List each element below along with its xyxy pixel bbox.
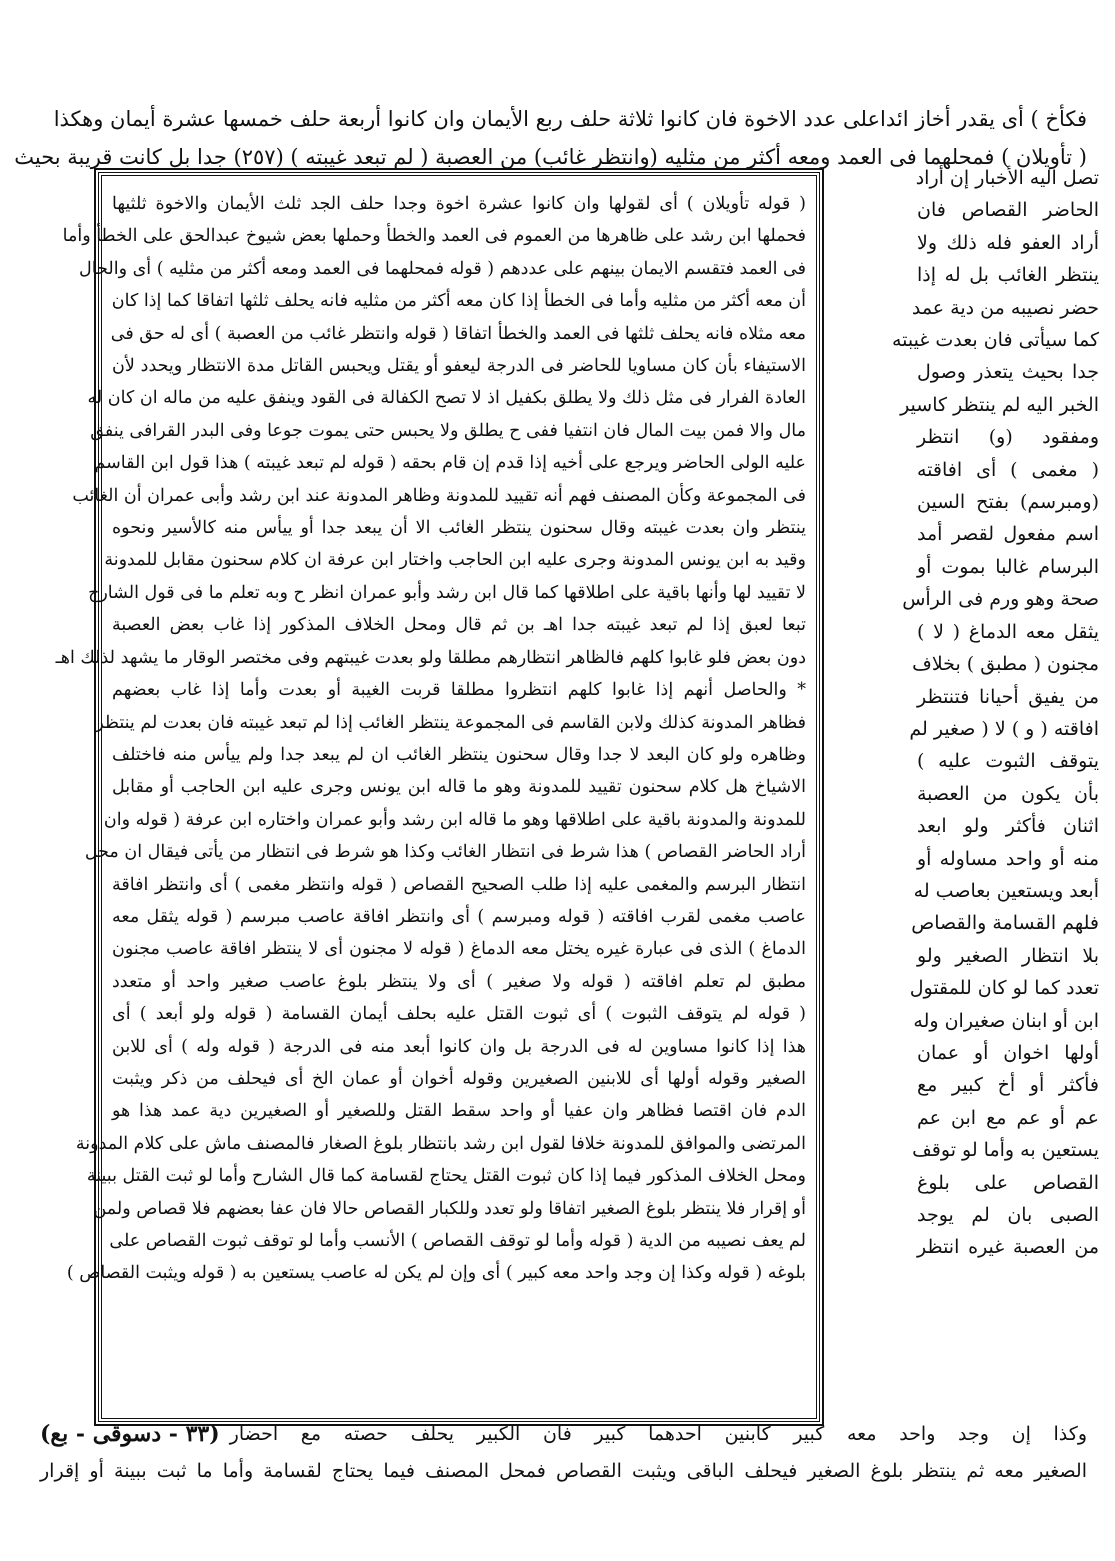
commentary-line: عاصب مغمى لقرب افاقته ( قوله ومبرسم ) أى وانتظر افاقة عاصب مبرسم ( قوله يثقل معه: [112, 906, 806, 927]
commentary-line: عليه الولى الحاضر ويرجع على أخيه إذا قدم إن قام بحقه ( قوله لم تبعد غيبته ) هذا قول ابن القاسم: [94, 453, 806, 474]
top-line: ( تأويلان ) فمحلهما فى العمد ومعه أكثر من مثليه (وانتظر غائب) من العصبة ( لم تبعد غيبته ) (٢٥٧) جدا بل كانت قريبة بحيث: [14, 145, 1087, 169]
main-text-line: بأن يكون من العصبة: [917, 782, 1099, 805]
main-text-line: يستعين به وأما لو توقف: [912, 1139, 1099, 1162]
commentary-line: لا تقييد لها وأنها باقية على اطلاقها كما قال ابن رشد وأبو عمران انظر ح وبه تعلم ما فى قول الشارح: [88, 582, 806, 603]
commentary-line: فى المجموعة وكأن المصنف فهم أنه تقييد للمدونة وظاهر المدونة عند ابن رشد وأبى عمران أن الغائب: [72, 485, 806, 506]
main-text-line: ابن أو ابنان صغيران وله: [913, 1009, 1099, 1032]
commentary-line: وقيد به ابن يونس المدونة وجرى عليه ابن الحاجب واختار ابن عرفة ان كلام سحنون مقابل للمدونة: [104, 550, 806, 571]
main-text-line: مجنون ( مطبق ) بخلاف: [912, 653, 1099, 676]
commentary-text: [55, 188, 807, 1410]
main-text-line: تصل اليه الأخبار إن أراد: [915, 167, 1099, 189]
commentary-line: انتظار البرسم والمغمى عليه إذا طلب الصحيح القصاص ( قوله وانتظر مغمى ) أى وانتظر افاقة: [112, 874, 806, 895]
commentary-line: مطبق لم تعلم افاقته ( قوله ولا صغير ) أى ولا ينتظر بلوغ عاصب صغير واحد أو متعدد: [112, 971, 806, 992]
commentary-line: الصغير وقوله أولها أى للابنين الصغيرين وقوله أخوان أو عمان الخ أى فيحلف من ذكر ويثبت: [112, 1068, 806, 1089]
main-text-line: ينتظر الغائب بل له إذا: [917, 264, 1099, 287]
commentary-box: [55, 172, 820, 1422]
bottom-line: وكذا إن وجد واحد معه كبير كابنين احدهما كبير فان الكبير يحلف حصته مع احضار: [229, 1423, 1087, 1445]
commentary-line: للمدونة والمدونة باقية على اطلاقها وهو ما قاله ابن رشد وأبو عمران واختاره ابن عرفة ( قوله وان: [103, 809, 806, 830]
commentary-line: أراد الحاضر القصاص ) هذا شرط فى انتظار الغائب وكذا هو شرط فى انتظار من يأتى فيقال ان محل: [84, 842, 806, 863]
commentary-line: فحملها ابن رشد على ظاهرها من العموم فى العمد والخطأ وحملها بعض شيوخ عبدالحق على الخطأ وأما: [62, 226, 806, 247]
commentary-line: معه مثلاه فانه يحلف ثلثها فى العمد والخطأ اتفاقا ( قوله وانتظر غائب من العصبة ) أى له حق فى: [110, 323, 806, 344]
commentary-line: الدماغ ) الذى فى عبارة غيره يختل معه الدماغ ( قوله لا مجنون أى لا ينتظر افاقة عاصب مجنون: [112, 939, 806, 960]
main-text-line: ( مغمى ) أى افاقته: [917, 458, 1099, 481]
main-text-line: كما سيأتى فان بعدت غيبته: [891, 329, 1099, 352]
page-signature: (٣٣ - دسوقى - بع): [40, 1421, 220, 1447]
commentary-line: لم يعف نصيبه من الدية ( قوله وأما لو توقف القصاص ) الأنسب وأما لو توقف ثبوت القصاص على: [109, 1231, 806, 1251]
main-text-line: جدا بحيث يتعذر وصول: [917, 361, 1099, 384]
commentary-line: الاستيفاء بأن كان مساويا للحاضر فى الدرجة ليعفو أو يقتل ويحبس القاتل مدة الانتظار ويحدد لأن: [112, 356, 806, 377]
commentary-line: وظاهره ولو كان البعد لا جدا وقال سحنون ينتظر الغائب ان لم يبعد جدا ولم ييأس منه فاختلف: [112, 744, 806, 765]
main-text-line: من يفيق أحيانا فتنتظر: [917, 685, 1099, 708]
commentary-line: ( قوله تأويلان ) أى لقولها وان كانوا عشرة اخوة وجدا حلف الجد ثلث الأيمان والاخوة ثلثيها: [112, 194, 806, 214]
main-text-line: (ومبرسم) بفتح السين: [917, 491, 1099, 514]
main-text-line: بلا انتظار الصغير ولو: [917, 944, 1099, 967]
footer-line: [40, 1416, 1087, 1453]
main-text-line: افاقته ( و ) لا ( صغير لم: [909, 717, 1099, 740]
main-text-line: عم أو عم مع ابن عم: [917, 1106, 1099, 1129]
main-text-line: صحة وهو ورم فى الرأس: [902, 588, 1099, 611]
top-line: فكأخ ) أى يقدر أخاز ائداعلى عدد الاخوة فان كانوا ثلاثة حلف ربع الأيمان وان كانوا أربعة حلف خمسها عشرة أيمان وهكذا: [53, 107, 1087, 131]
main-text-line: ومفقود (و) انتظر: [917, 426, 1099, 449]
main-text-line: فأكثر أو أخ كبير مع: [917, 1074, 1099, 1097]
commentary-line: مال والا فمن بيت المال فان انتفيا ففى ح يطلق ولا يحبس حتى يموت جوعا وفى البدر القرافى ينفق: [90, 420, 806, 441]
main-text-line: يتوقف الثبوت عليه ): [917, 750, 1099, 773]
commentary-line: هذا إذا كانوا مساوين له فى الدرجة بل وان كانوا أبعد منه فى الدرجة ( قوله وله ) أى للابن: [112, 1036, 806, 1057]
main-text-line: أبعد ويستعين بعاصب له: [913, 879, 1099, 902]
main-text-line: منه أو واحد مساوله أو: [917, 847, 1099, 870]
main-text-line: فلهم القسامة والقصاص: [911, 912, 1099, 935]
commentary-line: بلوغه ( قوله وكذا إن وجد واحد معه كبير ) أى وإن لم يكن له عاصب يستعين به ( قوله ويثبت القصاص ): [66, 1263, 806, 1284]
commentary-line: ومحل الخلاف المذكور فيما إذا كان ثبوت القتل يحتاج لقسامة كما قال الشارح وأما لو ثبت القتل ببينة: [86, 1166, 806, 1187]
main-text-line: تعدد كما لو كان للمقتول: [909, 977, 1099, 1000]
main-text-line: اسم مفعول لقصر أمد: [917, 523, 1099, 546]
main-text-line: البرسام غالبا بموت أو: [917, 555, 1099, 578]
commentary-line: أن معه أكثر من مثليه وأما فى الخطأ إذا كان معه أكثر من مثليه فانه يحلف ثلثها اتفاقا كما إذا كان: [111, 291, 806, 312]
commentary-line: الاشياخ هل كلام سحنون تقييد للمدونة وهو ما قاله ابن يونس وجرى عليه ابن الحاجب أو مقابل: [112, 777, 806, 798]
commentary-line: المرتضى والموافق للمدونة خلافا لقول ابن رشد بانتظار بلوغ الصغار فالمصنف ماش على كلام المدونة: [75, 1133, 806, 1154]
main-text-line: من العصبة غيره انتظر: [917, 1236, 1099, 1259]
bottom-line: الصغير معه ثم ينتظر بلوغ الصغير فيحلف الباقى ويثبت القصاص فمحل المصنف فيما يحتاج لقسامة وأما ما ثبت ببينة أو إقرار: [40, 1460, 1087, 1482]
main-text-line: الصبى بان لم يوجد: [917, 1204, 1099, 1226]
commentary-line: تبعا لعبق إذا لم تبعد غيبته جدا اهـ بن ثم قال ومحل الخلاف المذكور إذا غاب بعض العصبة: [112, 615, 806, 636]
commentary-line: * والحاصل أنهم إذا غابوا كلهم انتظروا مطلقا قربت الغيبة أو بعدت وأما إذا غاب بعضهم: [112, 680, 806, 701]
commentary-line: دون بعض فلو غابوا كلهم فالظاهر انتظارهم مطلقا ولو بعدت غيبتهم وفى مختصر الوقار ما يشهد لذلك اهـ: [55, 647, 806, 668]
bottom-text-block: [40, 1416, 1087, 1490]
main-text-line: أراد العفو فله ذلك ولا: [917, 231, 1099, 254]
main-text-column: [891, 162, 1099, 1264]
main-text-line: اثنان فأكثر ولو ابعد: [917, 815, 1099, 838]
main-text-line: الحاضر القصاص فان: [917, 199, 1099, 222]
commentary-line: فى العمد فتقسم الايمان بينهم على عددهم ( قوله فمحلهما فى العمد ومعه أكثر من مثليه ) أى والحال: [79, 258, 806, 279]
commentary-line: العادة الفرار فى مثل ذلك ولا يطلق بكفيل اذ لا تصح الكفالة فى القود وينفق عليه من ماله ان كان له: [87, 388, 806, 409]
main-text-line: يثقل معه الدماغ ( لا ): [917, 620, 1099, 643]
main-text-line: الخبر اليه لم ينتظر كاسير: [900, 393, 1099, 416]
commentary-line: ينتظر وان بعدت غيبته وقال سحنون ينتظر الغائب الا أن يبعد جدا أو ييأس منه كالأسير ونحوه: [112, 518, 806, 539]
main-text-line: أولها اخوان أو عمان: [917, 1041, 1099, 1064]
main-text-line: حضر نصيبه من دية عمد: [911, 296, 1099, 319]
commentary-line: فظاهر المدونة كذلك ولابن القاسم فى المجموعة ينتظر الغائب إذا لم تبعد غيبته فان بعدت لم ينتظر: [95, 712, 806, 733]
commentary-line: أو إقرار فلا ينتظر بلوغ الصغير اتفاقا ولو تعدد وللكبار القصاص حالا فان عفا بعضهم فلا قصاص ولمن: [93, 1198, 806, 1219]
commentary-line: ( قوله لم يتوقف الثبوت ) أى ثبوت القتل عليه بحلف أيمان القسامة ( قوله ولو أبعد ) أى: [112, 1004, 807, 1025]
main-text-line: القصاص على بلوغ: [917, 1171, 1099, 1194]
commentary-line: الدم فان اقتصا فظاهر وان عفيا أو واحد سقط القتل وللصغير أو الصغيرين دية عمد هذا هو: [112, 1101, 806, 1122]
